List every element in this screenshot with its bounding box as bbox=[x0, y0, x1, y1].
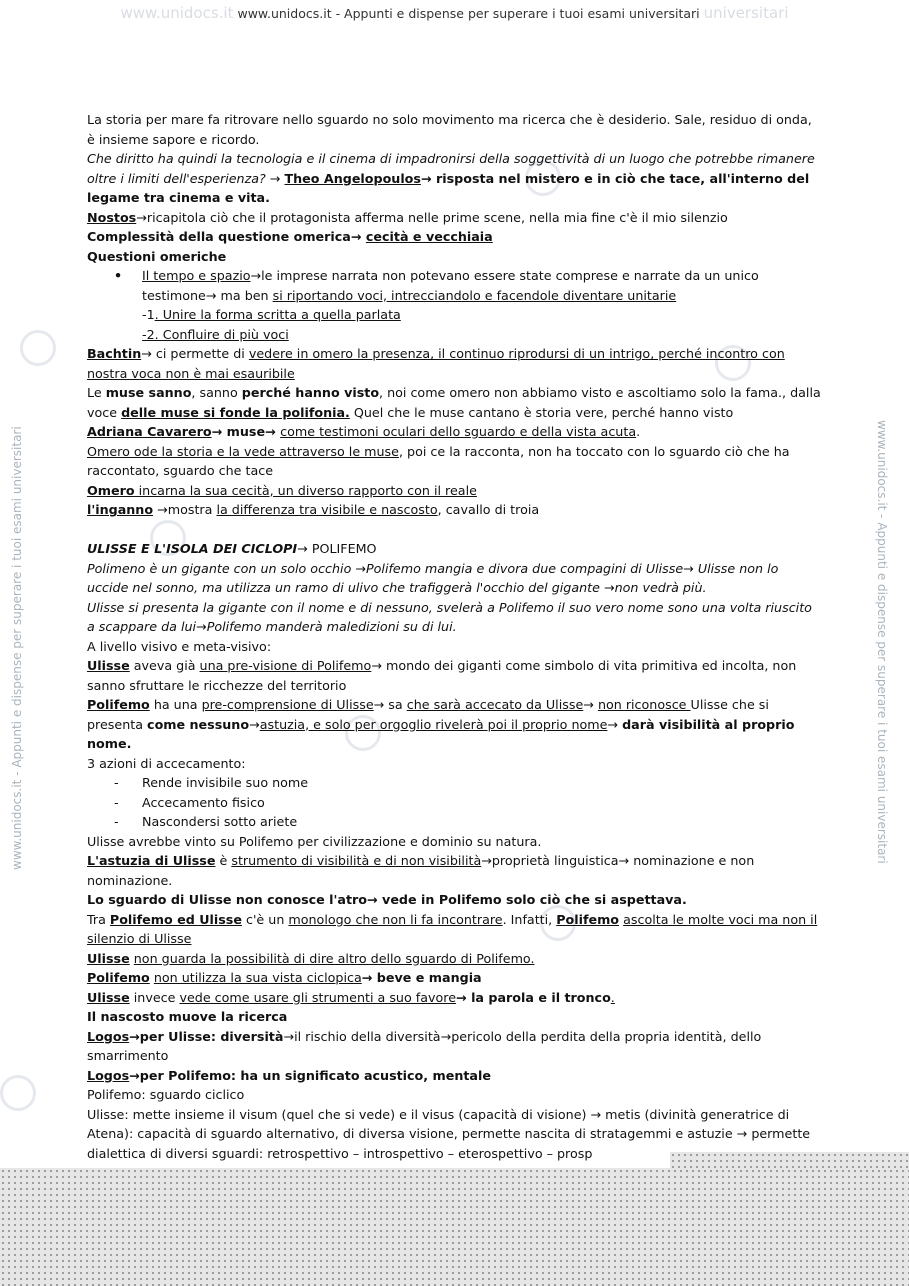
paragraph: Lo sguardo di Ulisse non conosce l'atro→ vede in Polifemo solo ciò che si aspettava. bbox=[87, 892, 687, 907]
paragraph: La storia per mare fa ritrovare nello sguardo no solo movimento ma ricerca che è desiderio. Sale, residuo di onda, è insieme sapore e ricordo. bbox=[87, 112, 812, 147]
section-heading: ULISSE E L'ISOLA DEI CICLOPI→ POLIFEMO bbox=[87, 541, 377, 556]
side-watermark-left: www.unidocs.it - Appunti e dispense per superare i tuoi esami universitari bbox=[10, 426, 24, 870]
paragraph: Polifemo non utilizza la sua vista ciclopica→ beve e mangia bbox=[87, 970, 482, 985]
paragraph: Logos→per Ulisse: diversità→il rischio della diversità→pericolo della perdita della propria identità, dello smarrimento bbox=[87, 1028, 762, 1063]
paragraph: Le muse sanno, sanno perché hanno visto, noi come omero non abbiamo visto e ascoltiamo solo la fama., dalla voce delle muse si fonde la polifonia. Quel che le muse cantano è storia vere, perché hanno visto bbox=[87, 385, 821, 420]
paragraph: Il nascosto muove la ricerca bbox=[87, 1009, 288, 1024]
paragraph: Ulisse aveva già una pre-visione di Polifemo→ mondo dei giganti come simbolo di vita primitiva ed incolta, non sanno sfruttare le ricchezze del territorio bbox=[87, 658, 797, 693]
paragraph: Omero ode la storia e la vede attraverso le muse, poi ce la racconta, non ha toccato con lo sguardo ciò che ha raccontato, sguardo che tace bbox=[87, 443, 790, 478]
paragraph: Logos→per Polifemo: ha un significato acustico, mentale bbox=[87, 1067, 491, 1083]
list-item: • Il tempo e spazio→le imprese narrata non potevano essere state comprese e narrate da un unico testimone→ ma ben si riportando voci, intrecciandolo e facendole diventare unitarie bbox=[142, 266, 822, 305]
paragraph: Ulisse avrebbe vinto su Polifemo per civilizzazione e dominio su natura. bbox=[87, 833, 542, 849]
paragraph: Bachtin→ ci permette di vedere in omero la presenza, il continuo riprodursi di un intrigo, perché incontro con nostra voca non è mai esauribile bbox=[87, 346, 785, 381]
logo-watermark-icon bbox=[20, 330, 56, 366]
logo-watermark-icon bbox=[0, 1075, 36, 1111]
side-watermark-right: www.unidocs.it - Appunti e dispense per superare i tuoi esami universitari bbox=[875, 420, 889, 864]
paragraph: A livello visivo e meta-visivo: bbox=[87, 638, 272, 654]
paragraph: L'astuzia di Ulisse è strumento di visibilità e di non visibilità→proprietà linguistica→ nominazione e non nominazione. bbox=[87, 853, 755, 888]
paragraph: Complessità della questione omerica→ cecità e vecchiaia bbox=[87, 229, 493, 244]
paragraph: Ulisse: mette insieme il visum (quel che si vede) e il visus (capacità di visione) → metis (divinità generatrice di Atena): capacità di sguardo alternativo, di diversa visione, permette nascita di stratagemmi e astuzie → permette dialettica di diversi sguardi: retrospettivo – introspettivo – eterospettivo – prosp bbox=[87, 1106, 811, 1161]
paragraph: Ulisse si presenta la gigante con il nome e di nessuno, svelerà a Polifemo il suo vero nome sono una volta riuscito a scappare da lui→Polifemo manderà maledizioni su di lui. bbox=[87, 599, 812, 634]
page-cutoff-pattern bbox=[670, 1152, 909, 1168]
page-header-watermark bbox=[0, 4, 909, 22]
paragraph: l'inganno →mostra la differenza tra visibile e nascosto, cavallo di troia bbox=[87, 502, 540, 517]
page-cutoff-pattern bbox=[0, 1168, 909, 1286]
paragraph: Polifemo ha una pre-comprensione di Ulisse→ sa che sarà accecato da Ulisse→ non riconosce Ulisse che si presenta come nessuno→astuzia, e solo per orgoglio rivelerà poi il proprio nome→ darà visibilità al proprio nome. bbox=[87, 697, 795, 751]
bullet-list bbox=[87, 266, 822, 305]
header-ghost-right: universitari bbox=[703, 4, 789, 22]
list-item: - Nascondersi sotto ariete bbox=[142, 812, 822, 832]
dash-list bbox=[87, 773, 822, 832]
header-site-link[interactable]: www.unidocs.it - Appunti e dispense per superare i tuoi esami universitari bbox=[237, 6, 700, 21]
header-ghost-left: www.unidocs.it bbox=[120, 4, 234, 22]
list-item: - Accecamento fisico bbox=[142, 793, 822, 813]
document-body bbox=[87, 110, 822, 1163]
paragraph: Omero incarna la sua cecità, un diverso rapporto con il reale bbox=[87, 482, 477, 498]
paragraph: -2. Confluire di più voci bbox=[142, 326, 289, 342]
paragraph: Che diritto ha quindi la tecnologia e il cinema di impadronirsi della soggettività di un luogo che potrebbe rimanere oltre i limiti dell'esperienza? → Theo Angelopoulos→ risposta nel mistero e in ciò che tace, all'interno del legame tra cinema e vita. bbox=[87, 151, 815, 205]
paragraph: Nostos→ricapitola ciò che il protagonista afferma nelle prime scene, nella mia fine c'è il mio silenzio bbox=[87, 209, 728, 225]
paragraph: Ulisse non guarda la possibilità di dire altro dello sguardo di Polifemo. bbox=[87, 950, 535, 966]
paragraph: 3 azioni di accecamento: bbox=[87, 755, 246, 771]
paragraph: -1. Unire la forma scritta a quella parlata bbox=[142, 307, 401, 322]
paragraph: Adriana Cavarero→ muse→ come testimoni oculari dello sguardo e della vista acuta. bbox=[87, 424, 641, 439]
paragraph: Polimeno è un gigante con un solo occhio →Polifemo mangia e divora due compagini di Ulisse→ Ulisse non lo uccide nel sonno, ma utilizza un ramo di ulivo che trafiggerà l'occhio del gigante →non vedrà più. bbox=[87, 560, 779, 595]
paragraph: Questioni omeriche bbox=[87, 248, 227, 264]
paragraph: Tra Polifemo ed Ulisse c'è un monologo che non li fa incontrare. Infatti, Polifemo ascolta le molte voci ma non il silenzio di Ulisse bbox=[87, 911, 818, 946]
list-item: - Rende invisibile suo nome bbox=[142, 773, 822, 793]
paragraph: Polifemo: sguardo ciclico bbox=[87, 1087, 245, 1102]
paragraph: Ulisse invece vede come usare gli strumenti a suo favore→ la parola e il tronco. bbox=[87, 989, 615, 1005]
